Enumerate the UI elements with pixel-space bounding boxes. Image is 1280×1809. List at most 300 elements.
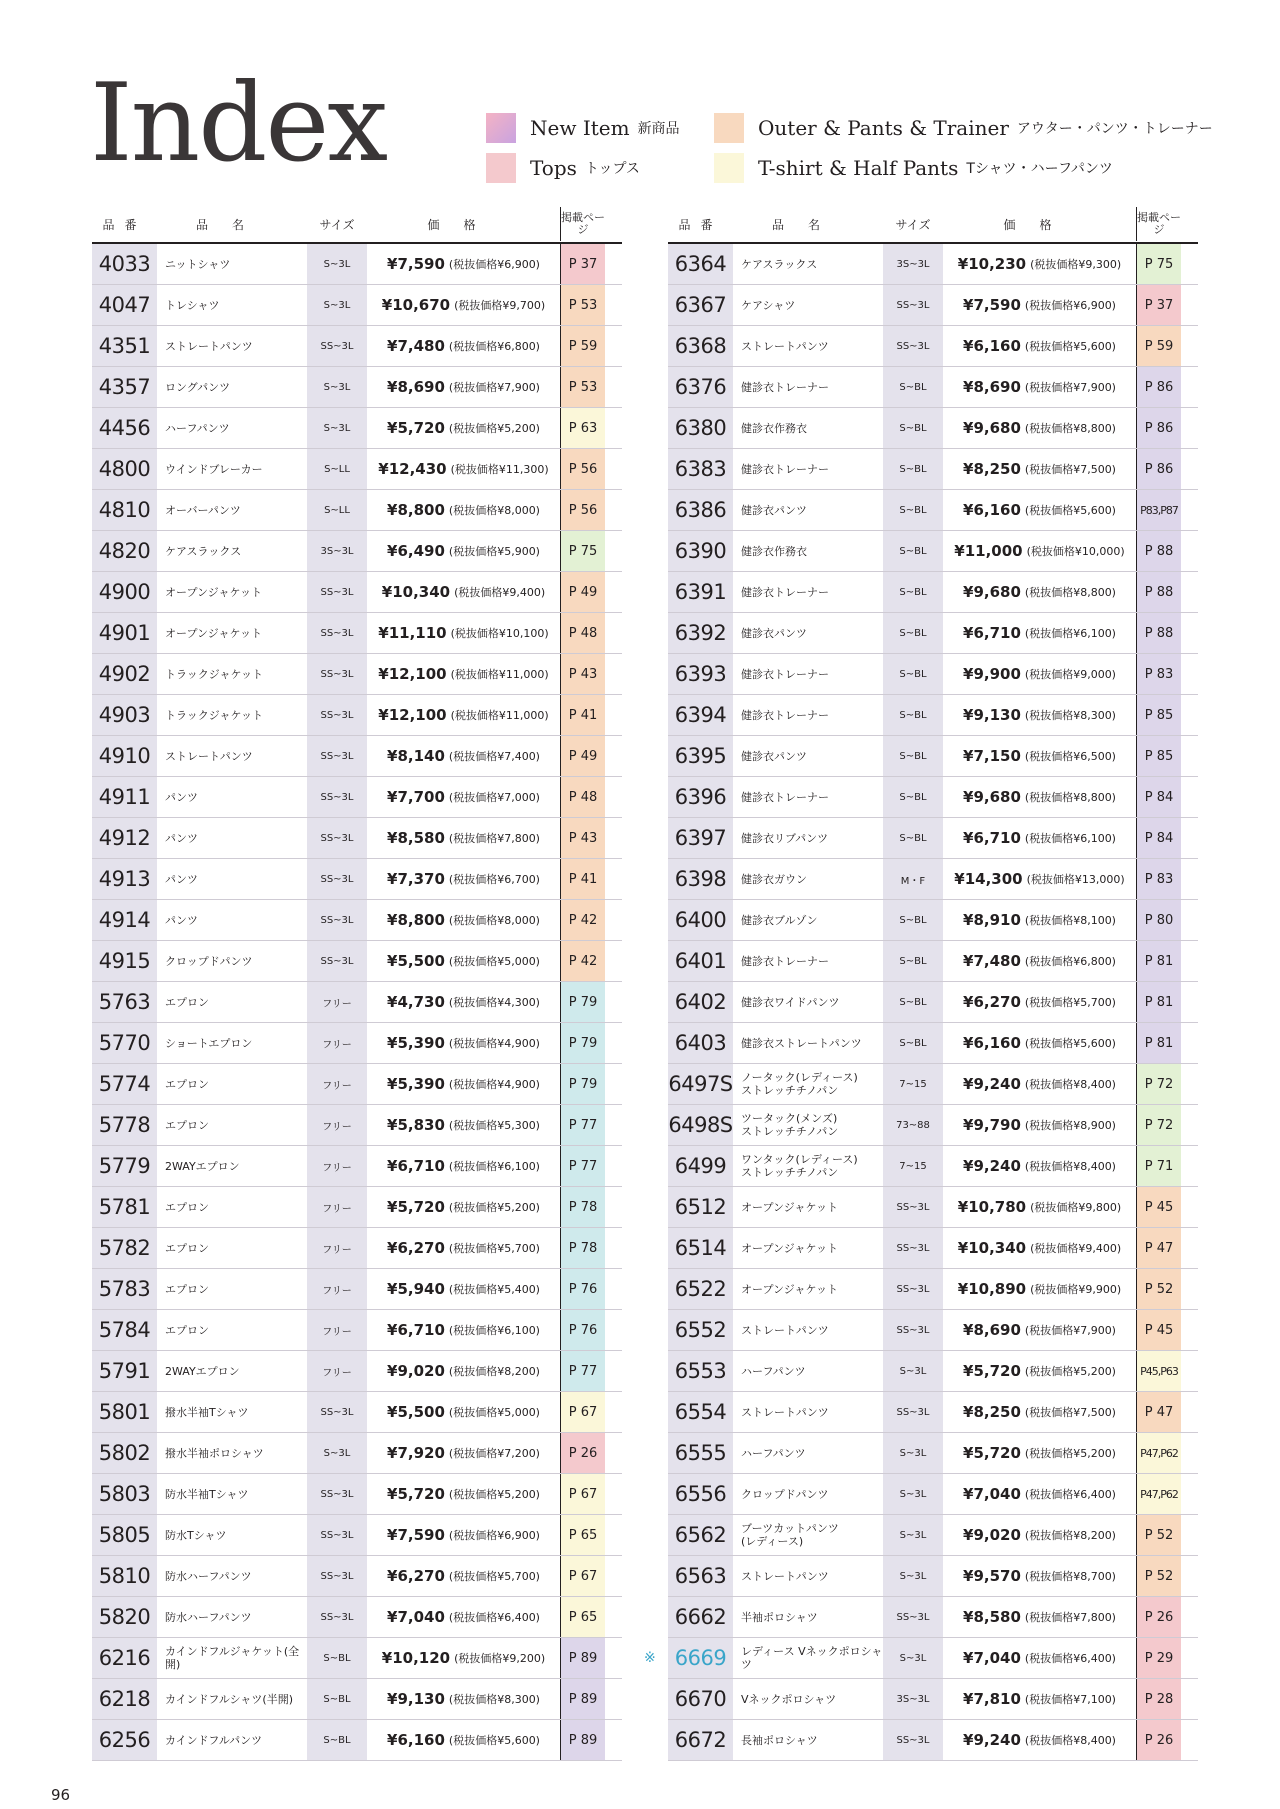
- item-size: S~3L: [883, 1515, 943, 1555]
- item-size: SS~3L: [307, 326, 367, 366]
- header-name: 品名: [771, 217, 844, 232]
- item-page: P 45: [1136, 1310, 1181, 1350]
- item-size: フリー: [307, 1105, 367, 1145]
- item-page: P 79: [560, 982, 605, 1022]
- price-tax-excluded: (税抜価格¥8,900): [1024, 1119, 1116, 1132]
- item-code: 6400: [668, 900, 733, 940]
- item-size: S~BL: [883, 900, 943, 940]
- price-tax-excluded: (税抜価格¥10,000): [1026, 545, 1125, 558]
- item-price: [943, 1351, 1136, 1391]
- price-tax-included: ¥10,670: [381, 296, 451, 314]
- price-tax-included: ¥6,710: [387, 1321, 445, 1339]
- item-price: [943, 531, 1136, 571]
- item-code: 6402: [668, 982, 733, 1022]
- item-code: 4915: [92, 941, 157, 981]
- item-name: 健診衣ストレートパンツ: [741, 1036, 862, 1050]
- item-code: 6394: [668, 695, 733, 735]
- item-size: S~3L: [307, 244, 367, 284]
- item-page: P 77: [560, 1351, 605, 1391]
- item-price: [943, 1515, 1136, 1555]
- item-price: [943, 1146, 1136, 1186]
- item-name: カインドフルシャツ(半開): [165, 1692, 293, 1706]
- item-size: SS~3L: [883, 1269, 943, 1309]
- legend-swatch: [714, 153, 744, 183]
- table-row: [668, 1187, 1198, 1228]
- item-name: ストレートパンツ: [741, 1323, 829, 1337]
- item-price: [943, 900, 1136, 940]
- price-tax-included: ¥10,340: [381, 583, 451, 601]
- item-size: S~3L: [883, 1351, 943, 1391]
- item-price: [943, 1023, 1136, 1063]
- price-tax-excluded: (税抜価格¥6,400): [1024, 1652, 1116, 1665]
- item-page: P 26: [560, 1433, 605, 1473]
- item-price: [943, 1556, 1136, 1596]
- item-name: ハーフパンツ: [741, 1364, 806, 1378]
- price-tax-excluded: (税抜価格¥9,000): [1024, 668, 1116, 681]
- price-tax-included: ¥5,390: [387, 1034, 445, 1052]
- item-code: 5803: [92, 1474, 157, 1514]
- table-row: [92, 859, 622, 900]
- item-code: 6392: [668, 613, 733, 653]
- price-tax-included: ¥12,100: [378, 706, 447, 724]
- item-code: 6562: [668, 1515, 733, 1555]
- item-price: [943, 244, 1136, 284]
- price-tax-excluded: (税抜価格¥5,600): [448, 1734, 540, 1747]
- index-table-left: [92, 206, 622, 1761]
- item-name: 2WAYエプロン: [165, 1159, 240, 1173]
- price-tax-included: ¥9,130: [387, 1690, 445, 1708]
- item-size: S~BL: [883, 695, 943, 735]
- item-size: SS~3L: [307, 1474, 367, 1514]
- item-size: S~BL: [883, 818, 943, 858]
- table-row: [668, 367, 1198, 408]
- table-row: [92, 736, 622, 777]
- item-name: エプロン: [165, 1200, 209, 1214]
- item-price: [943, 654, 1136, 694]
- price-tax-excluded: (税抜価格¥6,100): [448, 1160, 540, 1173]
- item-size: S~BL: [883, 408, 943, 448]
- price-tax-excluded: (税抜価格¥7,800): [1024, 1611, 1116, 1624]
- item-price: [367, 367, 560, 407]
- price-tax-excluded: (税抜価格¥5,200): [1024, 1365, 1116, 1378]
- price-tax-excluded: (税抜価格¥8,800): [1024, 586, 1116, 599]
- price-tax-included: ¥14,300: [954, 870, 1023, 888]
- legend-tshirt: [714, 152, 1113, 184]
- item-size: SS~3L: [883, 285, 943, 325]
- price-tax-included: ¥6,160: [963, 337, 1021, 355]
- price-tax-included: ¥12,100: [378, 665, 447, 683]
- item-size: S~LL: [307, 449, 367, 489]
- item-size: SS~3L: [883, 326, 943, 366]
- table-row: [92, 1433, 622, 1474]
- item-price: [367, 654, 560, 694]
- item-name: トラックジャケット: [165, 708, 264, 722]
- item-page: P 59: [1136, 326, 1181, 366]
- table-row: [668, 900, 1198, 941]
- price-tax-excluded: (税抜価格¥7,900): [1024, 1324, 1116, 1337]
- legend-swatch: [714, 113, 744, 143]
- table-row: [668, 1597, 1198, 1638]
- item-name: ウインドブレーカー: [165, 462, 263, 476]
- item-code: 5784: [92, 1310, 157, 1350]
- item-size: S~BL: [883, 777, 943, 817]
- table-row: [92, 490, 622, 531]
- item-page: P 88: [1136, 613, 1181, 653]
- price-tax-excluded: (税抜価格¥5,700): [1024, 996, 1116, 1009]
- price-tax-excluded: (税抜価格¥7,800): [448, 832, 540, 845]
- item-size: S~3L: [883, 1474, 943, 1514]
- item-price: [367, 1392, 560, 1432]
- header-page: 掲載ページ: [560, 207, 605, 241]
- item-size: SS~3L: [307, 1597, 367, 1637]
- item-page: P 52: [1136, 1515, 1181, 1555]
- item-size: S~BL: [883, 1023, 943, 1063]
- price-tax-included: ¥7,590: [387, 1526, 445, 1544]
- header-price: 価格: [1003, 217, 1076, 232]
- item-name: 健診衣トレーナー: [741, 790, 829, 804]
- item-code: 5778: [92, 1105, 157, 1145]
- item-name: 健診衣作務衣: [741, 421, 807, 435]
- item-name: ハーフパンツ: [741, 1446, 806, 1460]
- table-row: [668, 941, 1198, 982]
- item-size: 73~88: [883, 1105, 943, 1145]
- item-price: [367, 449, 560, 489]
- item-page: P47,P62: [1136, 1433, 1181, 1473]
- item-page: P 65: [560, 1597, 605, 1637]
- item-size: 7~15: [883, 1146, 943, 1186]
- price-tax-excluded: (税抜価格¥6,100): [448, 1324, 540, 1337]
- item-code: 5801: [92, 1392, 157, 1432]
- table-row: [92, 777, 622, 818]
- table-row: [92, 1146, 622, 1187]
- item-price: [367, 408, 560, 448]
- item-code: 4901: [92, 613, 157, 653]
- table-row: [668, 326, 1198, 367]
- price-tax-excluded: (税抜価格¥9,800): [1030, 1201, 1122, 1214]
- item-size: フリー: [307, 982, 367, 1022]
- item-size: フリー: [307, 1269, 367, 1309]
- item-size: フリー: [307, 1351, 367, 1391]
- item-page: P 37: [560, 244, 605, 284]
- item-price: [943, 1310, 1136, 1350]
- item-name: 健診衣パンツ: [741, 503, 807, 517]
- item-size: S~3L: [307, 408, 367, 448]
- table-row: [668, 1310, 1198, 1351]
- item-page: P 63: [560, 408, 605, 448]
- item-code: 4903: [92, 695, 157, 735]
- item-page: P 78: [560, 1187, 605, 1227]
- price-tax-included: ¥11,000: [954, 542, 1023, 560]
- table-row: [92, 695, 622, 736]
- item-name: 健診衣ブルゾン: [741, 913, 818, 927]
- item-size: SS~3L: [883, 1720, 943, 1760]
- item-page: P 77: [560, 1105, 605, 1145]
- item-name: エプロン: [165, 995, 209, 1009]
- item-name: カインドフルパンツ: [165, 1733, 263, 1747]
- item-name: 長袖ポロシャツ: [741, 1733, 818, 1747]
- item-code: 5810: [92, 1556, 157, 1596]
- table-row: [92, 1310, 622, 1351]
- price-tax-included: ¥8,250: [963, 460, 1021, 478]
- item-page: P 47: [1136, 1228, 1181, 1268]
- item-price: [367, 613, 560, 653]
- price-tax-excluded: (税抜価格¥9,400): [1030, 1242, 1122, 1255]
- item-size: S~BL: [883, 449, 943, 489]
- item-name: ハーフパンツ: [165, 421, 230, 435]
- item-page: P 81: [1136, 982, 1181, 1022]
- item-name: Vネックポロシャツ: [741, 1692, 837, 1706]
- item-price: [943, 490, 1136, 530]
- item-name: パンツ: [165, 872, 198, 886]
- table-row: [668, 1474, 1198, 1515]
- item-price: [943, 1433, 1136, 1473]
- item-code: 6376: [668, 367, 733, 407]
- table-row: [92, 1351, 622, 1392]
- price-tax-included: ¥7,370: [387, 870, 445, 888]
- price-tax-included: ¥5,830: [387, 1116, 445, 1134]
- item-name: 健診衣作務衣: [741, 544, 807, 558]
- item-code: 5820: [92, 1597, 157, 1637]
- price-tax-included: ¥6,270: [387, 1239, 445, 1257]
- legend-label-jp: アウター・パンツ・トレーナー: [1016, 121, 1213, 137]
- item-code: 5805: [92, 1515, 157, 1555]
- item-name: 健診衣パンツ: [741, 749, 807, 763]
- item-name: パンツ: [165, 790, 198, 804]
- item-code: 6662: [668, 1597, 733, 1637]
- table-body: [92, 244, 622, 1761]
- item-name: エプロン: [165, 1241, 209, 1255]
- price-tax-excluded: (税抜価格¥6,400): [1024, 1488, 1116, 1501]
- item-code: 6556: [668, 1474, 733, 1514]
- table-row: [92, 326, 622, 367]
- table-row: [92, 244, 622, 285]
- item-page: P 86: [1136, 449, 1181, 489]
- price-tax-excluded: (税抜価格¥5,300): [448, 1119, 540, 1132]
- price-tax-included: ¥8,800: [387, 501, 445, 519]
- price-tax-excluded: (税抜価格¥9,200): [454, 1652, 546, 1665]
- item-name: パンツ: [165, 913, 198, 927]
- table-row: [92, 1720, 622, 1761]
- price-tax-excluded: (税抜価格¥8,700): [1024, 1570, 1116, 1583]
- item-size: S~BL: [883, 654, 943, 694]
- item-code: 6364: [668, 244, 733, 284]
- price-tax-excluded: (税抜価格¥8,000): [448, 504, 540, 517]
- item-price: [367, 1474, 560, 1514]
- table-row: [92, 941, 622, 982]
- item-name: ブーツカットパンツ (レディース): [741, 1522, 839, 1548]
- item-name: 防水Tシャツ: [165, 1528, 227, 1542]
- item-code: 6514: [668, 1228, 733, 1268]
- item-name: ストレートパンツ: [741, 339, 829, 353]
- price-tax-excluded: (税抜価格¥6,900): [1024, 299, 1116, 312]
- item-size: SS~3L: [307, 572, 367, 612]
- legend-label-en: Tops: [530, 156, 577, 180]
- item-name: トラックジャケット: [165, 667, 264, 681]
- item-page: P 83: [1136, 859, 1181, 899]
- item-name: クロップドパンツ: [165, 954, 253, 968]
- item-page: P 59: [560, 326, 605, 366]
- table-row: [668, 654, 1198, 695]
- price-tax-excluded: (税抜価格¥8,300): [448, 1693, 540, 1706]
- item-name: パンツ: [165, 831, 198, 845]
- item-size: SS~3L: [883, 1310, 943, 1350]
- item-page: P 28: [1136, 1679, 1181, 1719]
- item-price: [367, 531, 560, 571]
- item-size: S~BL: [883, 531, 943, 571]
- legend-label-en: New Item: [530, 116, 630, 140]
- item-code: 6499: [668, 1146, 733, 1186]
- price-tax-included: ¥9,240: [963, 1075, 1021, 1093]
- item-page: P 67: [560, 1474, 605, 1514]
- price-tax-included: ¥12,430: [378, 460, 447, 478]
- note-mark: ※: [644, 1650, 656, 1666]
- item-code: 4357: [92, 367, 157, 407]
- item-code: 6398: [668, 859, 733, 899]
- item-page: P 79: [560, 1064, 605, 1104]
- item-page: P 65: [560, 1515, 605, 1555]
- item-code: 4912: [92, 818, 157, 858]
- price-tax-included: ¥5,720: [387, 1485, 445, 1503]
- price-tax-excluded: (税抜価格¥6,700): [448, 873, 540, 886]
- item-name: オープンジャケット: [165, 585, 262, 599]
- table-row: [668, 695, 1198, 736]
- item-name: 健診衣トレーナー: [741, 954, 829, 968]
- item-size: S~BL: [883, 572, 943, 612]
- item-page: P 56: [560, 449, 605, 489]
- table-row: [92, 1515, 622, 1556]
- item-page: P 49: [560, 572, 605, 612]
- price-tax-excluded: (税抜価格¥5,900): [448, 545, 540, 558]
- price-tax-included: ¥10,780: [957, 1198, 1027, 1216]
- item-size: SS~3L: [307, 695, 367, 735]
- item-size: S~BL: [307, 1638, 367, 1678]
- item-name: ロングパンツ: [165, 380, 231, 394]
- item-price: [943, 695, 1136, 735]
- item-size: フリー: [307, 1310, 367, 1350]
- item-code: 6563: [668, 1556, 733, 1596]
- price-tax-excluded: (税抜価格¥8,200): [448, 1365, 540, 1378]
- item-price: [943, 1720, 1136, 1760]
- item-page: P 85: [1136, 695, 1181, 735]
- item-price: [367, 1310, 560, 1350]
- item-code: 5770: [92, 1023, 157, 1063]
- price-tax-included: ¥6,160: [963, 501, 1021, 519]
- table-row: [92, 1187, 622, 1228]
- item-price: [943, 326, 1136, 366]
- price-tax-excluded: (税抜価格¥5,700): [448, 1242, 540, 1255]
- table-row: [668, 1146, 1198, 1187]
- header-code: 品番: [102, 217, 147, 232]
- price-tax-included: ¥10,340: [957, 1239, 1027, 1257]
- price-tax-included: ¥5,720: [387, 419, 445, 437]
- table-row: [92, 449, 622, 490]
- table-row: [668, 1679, 1198, 1720]
- item-page: P 26: [1136, 1720, 1181, 1760]
- legend-label-jp: Tシャツ・ハーフパンツ: [966, 161, 1113, 177]
- price-tax-included: ¥9,790: [963, 1116, 1021, 1134]
- price-tax-excluded: (税抜価格¥7,900): [448, 381, 540, 394]
- item-name: 健診衣トレーナー: [741, 585, 829, 599]
- item-page: P83,P87: [1136, 490, 1181, 530]
- table-row: [92, 1638, 622, 1679]
- item-name: オープンジャケット: [741, 1241, 838, 1255]
- item-code: 6390: [668, 531, 733, 571]
- item-code: 6552: [668, 1310, 733, 1350]
- item-code: 6554: [668, 1392, 733, 1432]
- item-size: SS~3L: [307, 654, 367, 694]
- item-code: 4047: [92, 285, 157, 325]
- item-size: SS~3L: [307, 1392, 367, 1432]
- price-tax-excluded: (税抜価格¥8,400): [1024, 1078, 1116, 1091]
- item-size: SS~3L: [307, 613, 367, 653]
- item-code: 5782: [92, 1228, 157, 1268]
- item-code: 6553: [668, 1351, 733, 1391]
- price-tax-excluded: (税抜価格¥7,200): [448, 1447, 540, 1460]
- item-price: [367, 1597, 560, 1637]
- item-size: M・F: [883, 859, 943, 899]
- price-tax-included: ¥8,140: [387, 747, 445, 765]
- price-tax-excluded: (税抜価格¥8,800): [1024, 791, 1116, 804]
- price-tax-excluded: (税抜価格¥5,000): [448, 1406, 540, 1419]
- item-price: [367, 1433, 560, 1473]
- table-row: [668, 1433, 1198, 1474]
- item-name: ショートエプロン: [165, 1036, 253, 1050]
- item-name: オープンジャケット: [741, 1282, 838, 1296]
- header-price: 価格: [427, 217, 500, 232]
- item-page: P 48: [560, 777, 605, 817]
- item-page: P 52: [1136, 1269, 1181, 1309]
- table-row: [668, 1064, 1198, 1105]
- item-size: SS~3L: [883, 1228, 943, 1268]
- table-row: [668, 572, 1198, 613]
- item-code: 4800: [92, 449, 157, 489]
- item-page: P 84: [1136, 777, 1181, 817]
- item-size: S~BL: [883, 613, 943, 653]
- price-tax-excluded: (税抜価格¥11,000): [450, 709, 549, 722]
- price-tax-excluded: (税抜価格¥10,100): [450, 627, 549, 640]
- price-tax-excluded: (税抜価格¥4,300): [448, 996, 540, 1009]
- item-price: [943, 818, 1136, 858]
- price-tax-excluded: (税抜価格¥8,100): [1024, 914, 1116, 927]
- item-price: [367, 1679, 560, 1719]
- item-code: 4914: [92, 900, 157, 940]
- price-tax-excluded: (税抜価格¥11,300): [450, 463, 549, 476]
- price-tax-excluded: (税抜価格¥8,800): [1024, 422, 1116, 435]
- price-tax-included: ¥9,240: [963, 1731, 1021, 1749]
- item-page: P 52: [1136, 1556, 1181, 1596]
- price-tax-excluded: (税抜価格¥5,600): [1024, 340, 1116, 353]
- table-row: [668, 1023, 1198, 1064]
- header-page: 掲載ページ: [1136, 207, 1181, 241]
- price-tax-excluded: (税抜価格¥5,200): [448, 422, 540, 435]
- header-size: サイズ: [319, 217, 355, 232]
- price-tax-included: ¥7,700: [387, 788, 445, 806]
- table-row: [92, 531, 622, 572]
- price-tax-included: ¥9,680: [963, 583, 1021, 601]
- item-code: 6497S: [668, 1064, 733, 1104]
- table-row: [668, 244, 1198, 285]
- item-price: [367, 736, 560, 776]
- item-name: ツータック(メンズ) ストレッチチノパン: [741, 1112, 839, 1138]
- item-code: 6256: [92, 1720, 157, 1760]
- item-page: P 43: [560, 818, 605, 858]
- item-name: エプロン: [165, 1323, 209, 1337]
- price-tax-included: ¥10,230: [957, 255, 1027, 273]
- item-code: 4911: [92, 777, 157, 817]
- price-tax-included: ¥7,040: [387, 1608, 445, 1626]
- table-header: [92, 206, 622, 244]
- item-price: [943, 613, 1136, 653]
